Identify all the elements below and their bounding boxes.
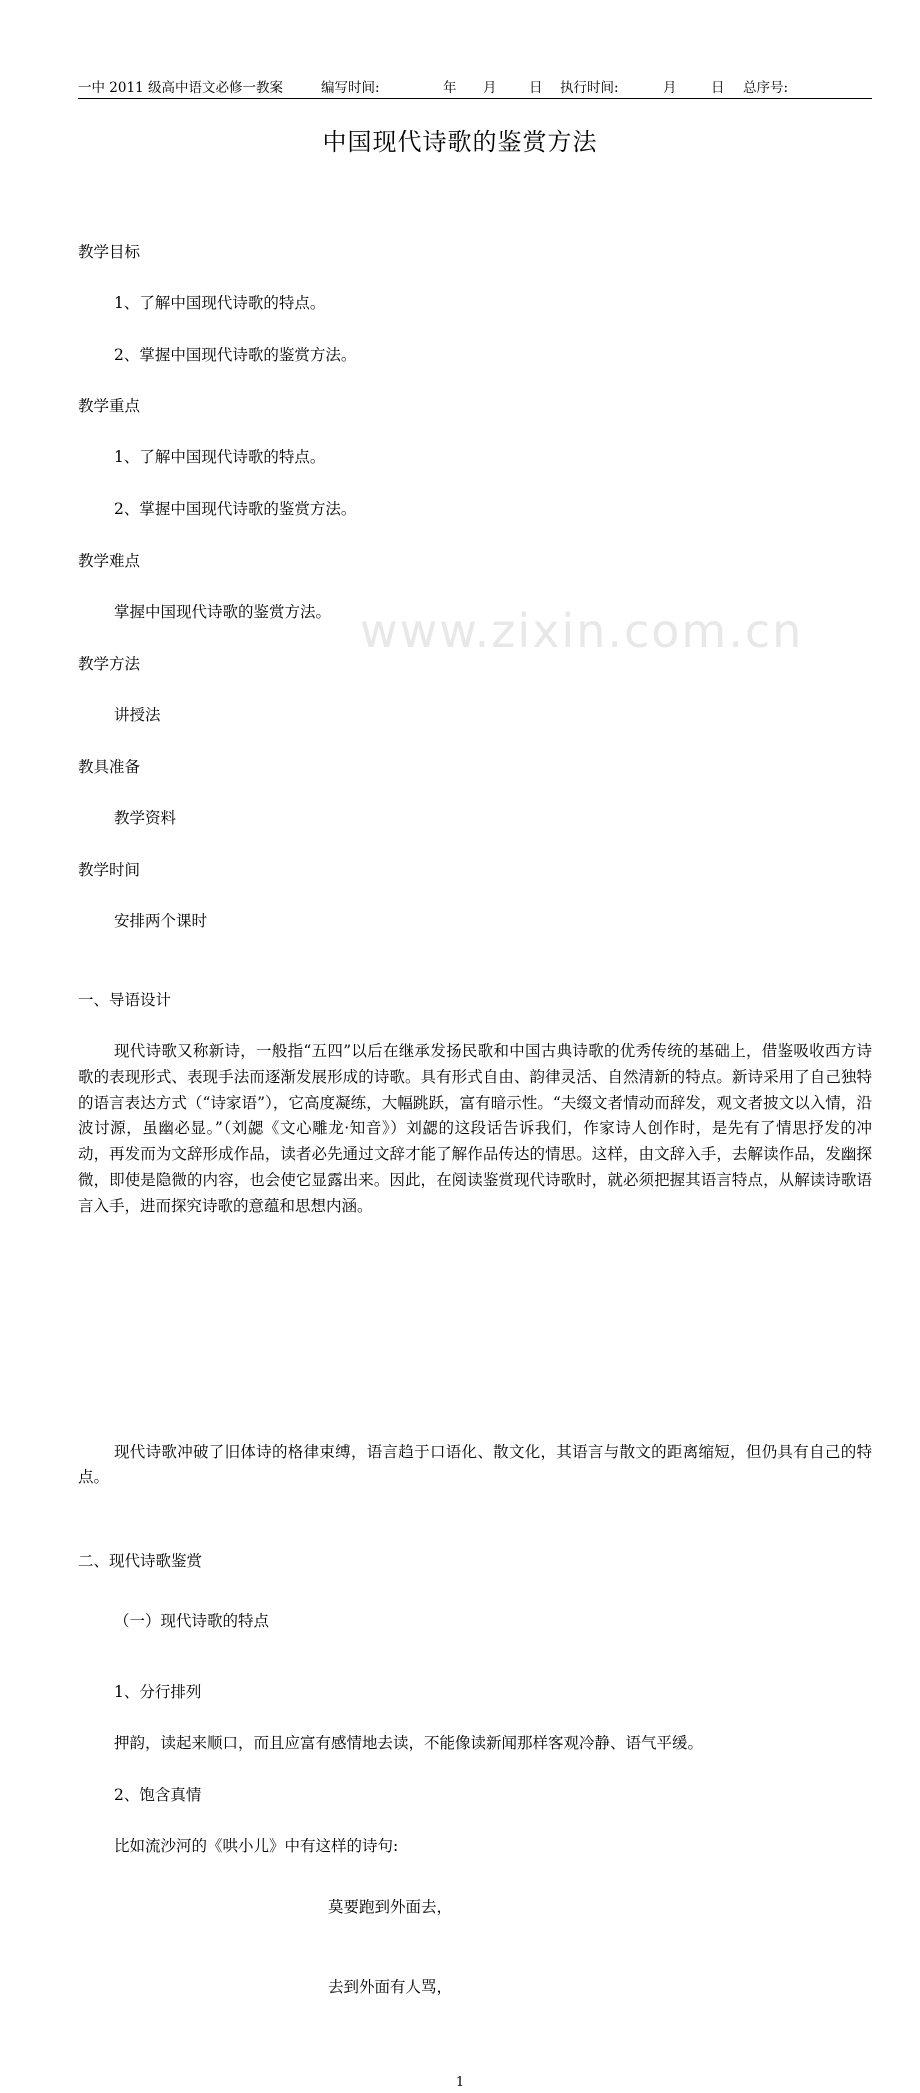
- section1-heading: 一、导语设计: [78, 991, 172, 1009]
- objectives-heading: 教学目标: [78, 243, 141, 261]
- objectives-item: 2、掌握中国现代诗歌的鉴赏方法。: [114, 346, 357, 364]
- time-heading: 教学时间: [78, 861, 141, 879]
- header-exec-month: 月: [663, 80, 677, 96]
- difficulties-heading: 教学难点: [78, 552, 141, 570]
- page-header: [78, 78, 872, 99]
- section1-paragraph: 现代诗歌又称新诗，一般指“五四”以后在继承发扬民歌和中国古典诗歌的优秀传统的基础上，借鉴吸收西方诗歌的表现形式、表现手法而逐渐发展形成的诗歌。具有形式自由、韵律灵活、自然清新的特点。新诗采用了自己独特的语言表达方式（“诗家语”），它高度凝练，大幅跳跃，富有暗示性。“夫缀文者情动而辞发，观文者披文以入情，沿波讨源，虽幽必显。”（刘勰《文心雕龙·知音》）刘勰的这段话告诉我们，作家诗人创作时，是先有了情思抒发的冲动，再发而为文辞形成作品，读者必先通过文辞才能了解作品传达的情思。这样，由文辞入手，去解读作品，发幽探微，即使是隐微的内容，也会使它显露出来。因此，在阅读鉴赏现代诗歌时，就必须把握其语言特点，从解读诗歌语言入手，进而探究诗歌的意蕴和思想内涵。: [78, 1042, 872, 1215]
- methods-text: 讲授法: [114, 706, 161, 724]
- header-month: 月: [483, 80, 497, 96]
- header-day: 日: [529, 80, 543, 96]
- methods-heading: 教学方法: [78, 655, 141, 673]
- tools-heading: 教具准备: [78, 758, 141, 776]
- section1-paragraph: 现代诗歌冲破了旧体诗的格律束缚，语言趋于口语化、散文化，其语言与散文的距离缩短，但仍具有自己的特点。: [78, 1442, 872, 1487]
- page-title: 中国现代诗歌的鉴赏方法: [322, 128, 598, 156]
- point1-text: 押韵，读起来顺口，而且应富有感情地去读，不能像读新闻那样客观冷静、语气平缓。: [114, 1734, 704, 1753]
- key-points-item: 1、了解中国现代诗歌的特点。: [114, 448, 326, 466]
- point2-text: 比如流沙河的《哄小儿》中有这样的诗句:: [114, 1837, 399, 1856]
- point2-title: 2、饱含真情: [114, 1786, 202, 1805]
- watermark: www.zixin.com.cn: [360, 604, 804, 658]
- tools-text: 教学资料: [114, 809, 177, 827]
- objectives-item: 1、了解中国现代诗歌的特点。: [114, 294, 326, 312]
- header-course: 一中 2011 级高中语文必修一教案: [78, 80, 283, 96]
- header-exec-day: 日: [711, 80, 725, 96]
- poem-line: 去到外面有人骂，: [328, 1978, 453, 1997]
- section2-subheading: （一）现代诗歌的特点: [114, 1612, 270, 1631]
- header-year: 年: [443, 80, 457, 96]
- point1-title: 1、分行排列: [114, 1683, 202, 1702]
- header-exec-time-label: 执行时间:: [560, 80, 619, 96]
- page-number: 1: [455, 2075, 465, 2091]
- header-write-time-label: 编写时间:: [321, 80, 380, 96]
- difficulties-text: 掌握中国现代诗歌的鉴赏方法。: [114, 603, 332, 621]
- key-points-item: 2、掌握中国现代诗歌的鉴赏方法。: [114, 500, 357, 518]
- key-points-heading: 教学重点: [78, 397, 141, 415]
- time-text: 安排两个课时: [114, 912, 208, 930]
- header-serial-label: 总序号:: [743, 80, 789, 96]
- poem-line: 莫要跑到外面去，: [328, 1898, 453, 1917]
- section2-heading: 二、现代诗歌鉴赏: [78, 1552, 203, 1571]
